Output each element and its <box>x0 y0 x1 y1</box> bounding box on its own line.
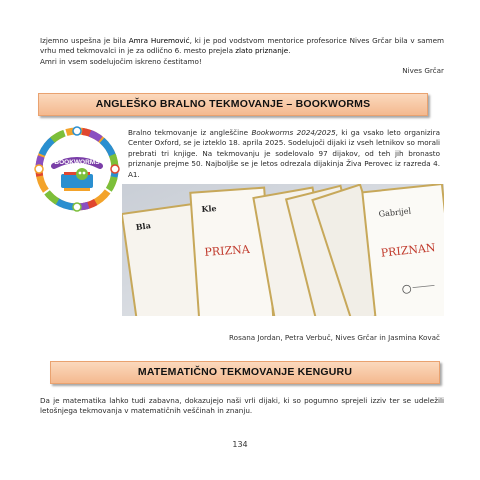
congratulations-line: Amri in vsem sodelujočim iskreno čestitamo! <box>40 56 202 66</box>
kenguru-paragraph: Da je matematika lahko tudi zabavna, dokazujejo naši vrli dijaki, ki so pogumno sprejeli izziv ter se udeležili letošnjega tekmovanja v matematičnih veščinah in znanju. <box>40 396 444 416</box>
bookworms-text-b: , ki ga vsako leto organizira Center Oxford, se je izteklo 18. aprila 2025. Sodelujoči dijaki iz vseh letnikov so morali prebrati tri knjige. Na tekmovanju je sodelovalo 97 dijakov, od teh jih bronasto priznanje prejme 50. Najboljše se je letos odrezala dijakinja Živa Perovec iz razreda 4. A1. <box>128 128 440 179</box>
intro-text-c: . <box>288 46 291 56</box>
bookworms-competition-name: Bookworms 2024/2025 <box>251 128 336 137</box>
photo-cert-text-3: PRIZNA <box>204 242 251 259</box>
photo-cert-text-1: Bla <box>135 220 152 233</box>
award-name: zlato priznanje <box>235 46 289 56</box>
signature-nives-grcar: Nives Grčar <box>402 66 444 75</box>
section-banner-bookworms: ANGLEŠKO BRALNO TEKMOVANJE – BOOKWORMS <box>38 93 428 116</box>
photo-cert-text-2: Kle <box>201 203 217 215</box>
intro-paragraph <box>40 36 444 67</box>
bookworms-paragraph <box>128 128 440 180</box>
page-number: 134 <box>232 440 248 449</box>
photo-credit: Rosana Jordan, Petra Verbuč, Nives Grčar in Jasmina Kovač <box>229 333 440 342</box>
certificates-photo <box>122 184 444 316</box>
photo-cert-text-4: Gabrijel <box>378 206 412 219</box>
intro-text-b: , ki je pod vodstvom mentorice profesorice Nives Grčar bila v samem vrhu med tekmovalci in je za odlično 6. mesto prejela <box>40 36 444 56</box>
intro-text-a: Izjemno uspešna je bila <box>40 36 129 45</box>
bookworms-logo <box>34 126 120 212</box>
section-banner-kenguru: MATEMATIČNO TEKMOVANJE KENGURU <box>50 361 440 384</box>
bookworms-logo-text: BOOKWORMS <box>54 159 100 166</box>
bookworms-text-a: Bralno tekmovanje iz angleščine <box>128 128 252 137</box>
student-name: Amra Huremović <box>128 36 190 45</box>
photo-cert-text-5: PRIZNAN <box>380 241 437 260</box>
